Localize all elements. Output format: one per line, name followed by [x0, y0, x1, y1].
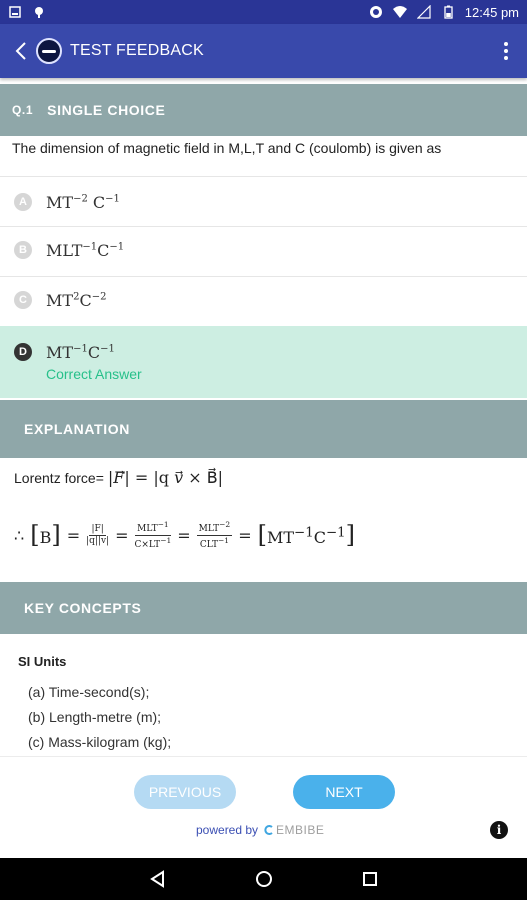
- battery-icon: [441, 5, 455, 19]
- sync-icon: [369, 5, 383, 19]
- powered-by-label: powered by: [196, 823, 259, 837]
- nav-back-icon[interactable]: [148, 869, 168, 889]
- explanation-heading: EXPLANATION: [24, 421, 130, 437]
- option-badge: C: [14, 291, 32, 309]
- option-a[interactable]: [0, 176, 527, 226]
- nav-recents-icon[interactable]: [360, 869, 380, 889]
- key-concepts-subheading: SI Units: [18, 654, 67, 669]
- option-text: $MLT^{-1}C^{-1}$: [46, 241, 125, 260]
- option-text: $MT^2C^{-2}$: [46, 291, 107, 310]
- option-badge: A: [14, 193, 32, 211]
- key-concepts-header: [0, 582, 527, 634]
- chevron-left-icon: [15, 42, 27, 60]
- therefore-symbol: ∴: [14, 525, 25, 545]
- option-b[interactable]: [0, 226, 527, 276]
- derivation-result: $[MT^{-1}C^{-1}]$: [257, 521, 355, 550]
- lorentz-expression: |F⃗| = |q v⃗ × B⃗|: [107, 468, 224, 487]
- option-text: $MT^{-2}$ $C^{-1}$: [46, 193, 120, 212]
- option-c[interactable]: [0, 276, 527, 326]
- key-concepts-heading: KEY CONCEPTS: [24, 600, 142, 616]
- app-logo: [36, 38, 62, 64]
- lorentz-label: Lorentz force=: [14, 469, 104, 486]
- option-text: $MT^{-1}C^{-1}$: [46, 343, 115, 362]
- info-icon[interactable]: i: [490, 821, 508, 839]
- app-bar: [0, 24, 527, 78]
- footer: [0, 756, 527, 858]
- question-header: [0, 84, 527, 136]
- previous-button[interactable]: PREVIOUS: [134, 775, 236, 809]
- status-time: 12:45 pm: [464, 4, 519, 20]
- list-item: (b) Length-metre (m);: [28, 709, 162, 725]
- location-icon: [32, 5, 46, 19]
- status-bar: [0, 0, 527, 24]
- correct-answer-label: Correct Answer: [46, 366, 142, 382]
- back-button[interactable]: [10, 36, 32, 66]
- explanation-header: [0, 400, 527, 458]
- question-type: SINGLE CHOICE: [47, 102, 166, 118]
- option-d-correct[interactable]: [0, 326, 527, 398]
- embibe-logo: [264, 823, 324, 837]
- next-button[interactable]: NEXT: [293, 775, 395, 809]
- option-badge: B: [14, 241, 32, 259]
- derivation-lhs: [B]: [30, 521, 61, 550]
- embibe-brand-icon: [264, 825, 274, 835]
- nav-home-icon[interactable]: [254, 869, 274, 889]
- system-nav-bar: [0, 858, 527, 900]
- lorentz-equation: [14, 468, 223, 487]
- list-item: (a) Time-second(s);: [28, 684, 150, 700]
- more-vert-icon[interactable]: [495, 42, 517, 60]
- question-text: The dimension of magnetic field in M,L,T and C (coulomb) is given as: [12, 140, 442, 156]
- option-badge: D: [14, 343, 32, 361]
- powered-by: [196, 823, 324, 837]
- signal-icon: [417, 5, 431, 19]
- notification-icon: [8, 5, 22, 19]
- fraction-1: $\frac{|F|}{|q||v|}$: [86, 524, 110, 546]
- fraction-3: $\frac{MLT^{-2}}{CLT^{-1}}$: [198, 520, 231, 550]
- question-number: Q.1: [12, 103, 34, 117]
- list-item: (c) Mass-kilogram (kg);: [28, 734, 172, 750]
- page-title: TEST FEEDBACK: [70, 42, 204, 59]
- derivation-equation: ∴ [B] = $\frac{|F|}{|q||v|}$ = $\frac{MLT^{-1}}{C\times LT^{-1}}$ = $\frac{MLT^{-2}}{CLT^{-1}}$ = $[MT^{-1}C^{-1}]$: [14, 520, 355, 550]
- wifi-icon: [393, 5, 407, 19]
- fraction-2: $\frac{MLT^{-1}}{C\times LT^{-1}}$: [134, 520, 172, 550]
- brand-name: EMBIBE: [276, 823, 325, 837]
